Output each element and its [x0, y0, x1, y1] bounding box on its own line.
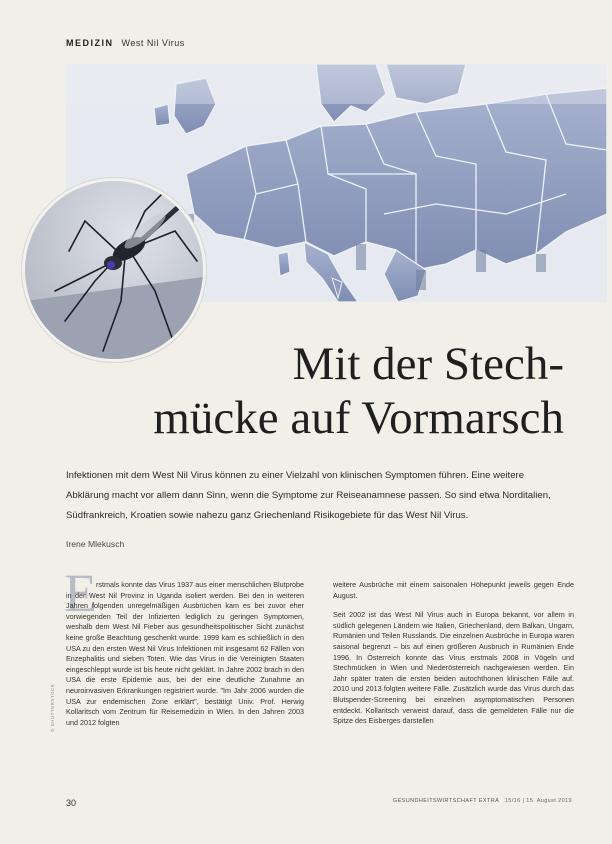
article-lead: Infektionen mit dem West Nil Virus können zu einer Vielzahl von klinischen Symptomen führen. Eine weitere Abklärung macht vor allem dann Sinn, wenn die Symptome zur Reiseanamnese passen. So sind etwa Norditalien, Südfrankreich, Kroatien sowie nahezu ganz Griechenland Risikogebiete für das West Nil Virus.	[66, 470, 551, 521]
body-column-left	[66, 580, 304, 737]
article-author: Irene Mlekusch	[66, 539, 125, 549]
body-paragraph: Seit 2002 ist das West Nil Virus auch in Europa bekannt, vor allem in südlich gelegenen Ländern wie Italien, Griechenland, dem Balkan, Ungarn, Rumänien und Teilen Russlands. Die einzelnen Ausbrüche in Europa waren saisonal begrenzt – bis auf einen größeren Ausbruch in Rumänien Ende 1996. In Österreich konnte das Virus erstmals 2008 in Vögeln und Stechmücken in Wien und Niederösterreich nachgewiesen werden. Ein Jahr später traten die ersten beiden autochthonen klinischen Fälle auf. 2010 und 2013 folgten weitere Fälle. Zusätzlich wurde das Virus durch das Blutspender-Screening bei einzelnen asymptomatischen Personen entdeckt. Kollaritsch verweist darauf, dass die gemeldeten Fälle nur die Spitze des Eisberges darstellen	[333, 610, 574, 726]
section-header	[66, 38, 185, 48]
photo-credit: © SHUTTERSTOCK	[50, 683, 55, 732]
mosquito-photo	[22, 178, 206, 362]
footer-publication	[393, 798, 572, 804]
article-title-line1: Mit der Stech-	[292, 338, 564, 390]
section-topic: West Nil Virus	[121, 38, 185, 48]
page-number: 30	[66, 798, 77, 808]
body-paragraph: rstmals konnte das Virus 1937 aus einer menschlichen Blutprobe in der West Nil Provinz in Uganda isoliert werden. Bei den in weiteren Jahren folgenden unregelmäßigen Ausbrüchen kam es bei zuvor eher vorwiegenden Teil der Infizierten lediglich zu geringen Symptomen, weshalb dem West Nil Fieber aus gesundheitspolitischer Sicht zunächst keine große Beachtung geschenkt wurde. 1999 kam es schließlich in den USA zu den ersten West Nil Virus Infektionen mit insgesamt 62 Fällen von Enzephalitis und sieben Toten. Wie das Virus in die Vereinigten Staaten eingeschleppt wurde ist bis heute nicht geklärt. In Jahre 2002 brach in den USA die erste Epidemie aus, bei der eine deutliche Zunahme an neuroinvasiven Erkrankungen registriert wurde. "Im Jahr 2006 wurden die USA zur endemischen Zone erklärt", bestätigt Univ. Prof. Herwig Kollaritsch vom Zentrum für Reisemedizin in Wien. In den Jahren 2003 und 2012 folgten	[66, 580, 304, 727]
body-column-right	[333, 580, 574, 736]
mosquito-icon	[25, 181, 203, 359]
issue-date: 15/16 | 15. August 2019	[504, 798, 572, 804]
section-kicker: MEDIZIN	[66, 38, 114, 48]
body-paragraph: weitere Ausbrüche mit einem saisonalen Höhepunkt jeweils gegen Ende August.	[333, 580, 574, 600]
publication-name: GESUNDHEITSWIRTSCHAFT EXTRA	[392, 798, 499, 804]
drop-cap: E	[64, 563, 97, 623]
article-title	[153, 337, 564, 445]
article-title-line2: mücke auf Vormarsch	[153, 392, 564, 444]
